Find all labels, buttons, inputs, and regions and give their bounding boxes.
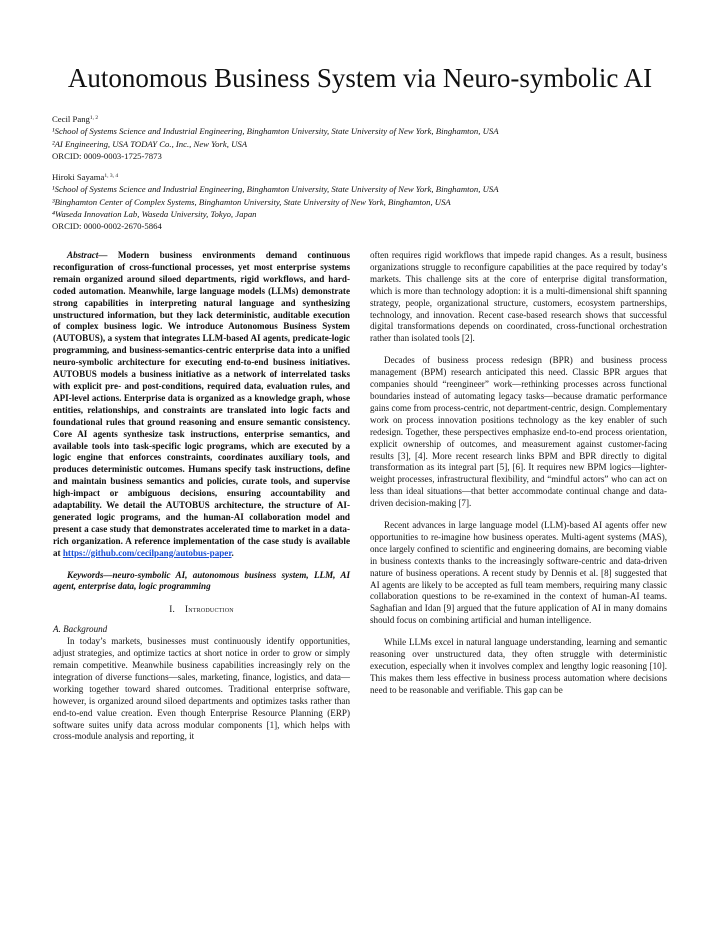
subsection-heading: A. Background — [53, 624, 108, 635]
orcid: ORCID: 0009-0003-1725-7873 — [52, 150, 162, 161]
right-column — [370, 250, 667, 697]
author-name: Cecil Pang$^{1, 2}$ — [52, 114, 99, 124]
affiliation: ²AI Engineering, USA TODAY Co., Inc., New York, USA — [52, 138, 248, 149]
affiliation: ¹School of Systems Science and Industrial Engineering, Binghamton University, State University of New York, Binghamton, USA — [52, 126, 499, 137]
section-title: Introduction — [184, 604, 234, 615]
author-block — [52, 112, 672, 162]
body-paragraph: Recent advances in large language model (LLM)-based AI agents offer new opportunities to re-imagine how business operates. Multi-agent systems (MAS), once largely confined to scientific and engineering domains, are becoming viable in business contexts thanks to the increasingly software-centric and data-driven nature of business operations. A recent study by Dennis et al. [8] suggested that AI agents are likely to be accepted as full team members, requiring many classic collaboration questions to be re-examined in the context of human-AI teams. Saghafian and Idan [9] argued that the future application of AI in many domains should focus on combining artificial and human intelligence. — [370, 520, 667, 626]
body-paragraph: In today’s markets, businesses must continuously identify opportunities, adjust strategies, and optimize tactics at short notice in order to grow or simply remain competitive. Meanwhile business capabilities increasingly rely on the integration of diverse functions—sales, marketing, finance, logistics, and data—working together toward shared outcomes. Traditional enterprise software, however, is organized around siloed departments and optimizes tasks rather than end-to-end value creation. Even though Enterprise Resource Planning (ERP) software suites unify data across modular components [1], which helps with cross-module analysis and reporting, it — [53, 636, 350, 742]
abstract: Abstract— Modern business environments demand continuous reconfiguration of cross-functional processes, yet most enterprise systems remain organized around siloed departments, rigid workflows, and hard-coded automation. Meanwhile, large language models (LLMs) demonstrate strong capabilities in interpreting natural language and synthesizing unstructured information, but they lack deterministic, auditable execution of complex business logic. We introduce Autonomous Business System (AUTOBUS), a system that integrates LLM-based AI agents, predicate-logic programming, and business-semantics-centric enterprise data into a unified neuro-symbolic architecture for executing end-to-end business initiatives. AUTOBUS models a business initiative as a network of interrelated tasks with explicit pre- and post-conditions, required data, evaluation rules, and API-level actions. Enterprise data is organized as a knowledge graph, whose entities, relationships, and constraints are translated into logic facts and foundational rules that ground reasoning and ensure semantic consistency. Core AI agents synthesize task instructions, enterprise semantics, and available tools into task-specific logic programs, which are executed by a logic engine that enforces constraints, coordinates auxiliary tools, and produces deterministic outcomes. Humans specify task instructions, define and maintain business semantics and policies, curate tools, and supervise high-impact or ambiguous decisions, ensuring accountability and adaptability. We detail the AUTOBUS architecture, the structure of AI-generated logic programs, and the human-AI collaboration model and present a case study that demonstrates accelerated time to market in a data-rich organization. A reference implementation of the case study is available at https://github.com/cecilpang/autobus-paper. — [53, 250, 350, 558]
author-superscript: 1, 2 — [89, 115, 99, 121]
left-column — [53, 250, 350, 743]
keywords: Keywords—neuro-symbolic AI, autonomous business system, LLM, AI agent, enterprise data, logic programming — [53, 569, 350, 592]
author-superscript: 1, 3, 4 — [104, 173, 119, 180]
body-paragraph: While LLMs excel in natural language understanding, learning and semantic reasoning over unstructured data, they often struggle with deterministic execution, especially when it involves complex and lengthy logic reasoning [10]. This makes them less effective in business process automation where decisions need to be reasonable and verifiable. This gap can be — [370, 637, 667, 695]
author-name: Hiroki Sayama$^{1, 3, 4}$ — [52, 172, 119, 183]
abstract-text: Modern business environments demand continuous reconfiguration of cross-functional processes, yet most enterprise systems remain organized around siloed departments, rigid workflows, and hard-coded automation. Meanwhile, large language models (LLMs) demonstrate strong capabilities in interpreting natural language and synthesizing unstructured information, but they lack deterministic, auditable execution of complex business logic. We introduce Autonomous Business System (AUTOBUS), a system that integrates LLM-based AI agents, predicate-logic programming, and business-semantics-centric enterprise data into a unified neuro-symbolic architecture for executing end-to-end business initiatives. AUTOBUS models a business initiative as a network of interrelated tasks with explicit pre- and post-conditions, required data, evaluation rules, and API-level actions. Enterprise data is organized as a knowledge graph, whose entities, relationships, and constraints are translated into logic facts and foundational rules that ground reasoning and ensure semantic consistency. Core AI agents synthesize task instructions, enterprise semantics, and available tools into task-specific logic programs, which are executed by a logic engine that enforces constraints, coordinates auxiliary tools, and produces deterministic outcomes. Humans specify task instructions, define and maintain business semantics and policies, curate tools, and supervise high-impact or ambiguous decisions, ensuring accountability and adaptability. We detail the AUTOBUS architecture, the structure of AI-generated logic programs, and the human-AI collaboration model and present a case study that demonstrates accelerated time to market in a data-rich organization. A reference implementation of the case study is available at — [53, 250, 350, 558]
section-heading: I. Introduction — [169, 604, 234, 615]
affiliation: ¹School of Systems Science and Industrial Engineering, Binghamton University, State University of New York, Binghamton, USA — [52, 184, 499, 195]
affiliation: ³Binghamton Center of Complex Systems, Binghamton University, State University of New York, Binghamton, USA — [52, 196, 451, 207]
author-list — [52, 112, 672, 241]
body-paragraph: Decades of business process redesign (BPR) and business process management (BPM) research anticipated this need. Classic BPR argues that companies should “reengineer” work—rethinking processes across functional boundaries instead of automating legacy tasks—because dramatic performance gains come from process-centric, not department-centric, design. Complementary work on process innovation positions technology as the key enabler of such redesign. Together, these perspectives emphasize end-to-end process orientation, explicit ownership of outcomes, and measurement against customer-facing results [3], [4]. More recent research links BPM and BPR directly to digital transformation as its integral part [5], [6]. It requires new BPM logics—lighter-weight processes, infrastructural flexibility, and “mindful actors” who can act on less than ideal situations—that better accommodate continual change and data-driven decision-making [7]. — [370, 355, 667, 509]
paper-title: Autonomous Business System via Neuro-symbolic AI — [67, 63, 653, 93]
body-paragraph: often requires rigid workflows that impede rapid changes. As a result, business organizations struggle to reconfigure capabilities at the pace required by today’s markets. This challenge sits at the core of enterprise digital transformation, which is more than technology adoption: it is a multi-dimensional shift spanning strategy, people, organizational structure, customers, ecosystem partnerships, technology, and innovation. Recent case-based research shows that successful digital transformations depends on coordinated, cross-functional orchestration rather than isolated tools [2]. — [370, 250, 667, 344]
repository-link[interactable]: https://github.com/cecilpang/autobus-paper — [62, 547, 232, 558]
affiliation: ⁴Waseda Innovation Lab, Waseda University, Tokyo, Japan — [52, 209, 257, 220]
orcid: ORCID: 0000-0002-2670-5864 — [52, 221, 162, 232]
author-block — [52, 170, 672, 232]
abstract-label: Abstract— — [67, 250, 108, 260]
